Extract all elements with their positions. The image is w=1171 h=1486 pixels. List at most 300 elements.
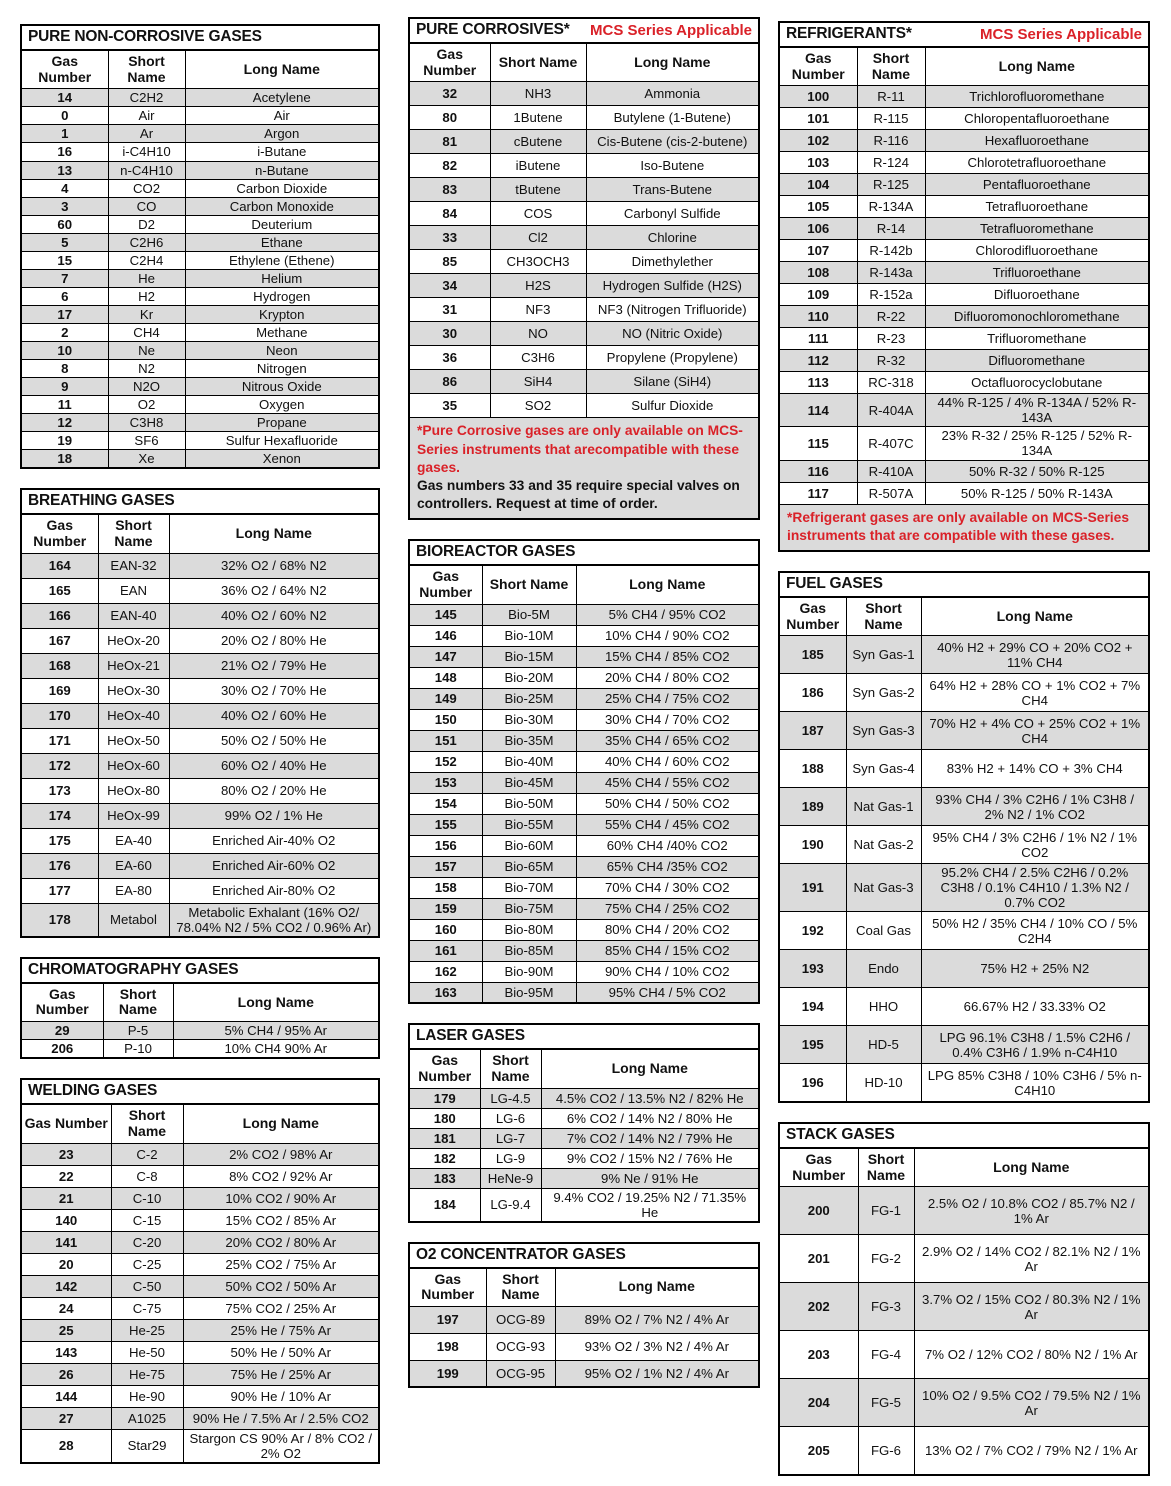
table-row bbox=[779, 988, 1149, 1026]
table-row bbox=[21, 125, 379, 143]
long-name-cell: 7% O2 / 12% CO2 / 80% N2 / 1% Ar bbox=[914, 1331, 1149, 1379]
gas-number-cell: 199 bbox=[409, 1360, 486, 1387]
short-name-cell: COS bbox=[490, 202, 586, 226]
long-name-cell: 95% CH4 / 3% C2H6 / 1% N2 / 1% CO2 bbox=[921, 826, 1149, 864]
footnote-red-text: *Refrigerant gases are only available on MCS-Series instruments that are compatible with these gases. bbox=[787, 509, 1129, 543]
gas-number-cell: 31 bbox=[409, 298, 490, 322]
gas-number-cell: 81 bbox=[409, 130, 490, 154]
long-name-cell: Stargon CS 90% Ar / 8% CO2 / 2% O2 bbox=[183, 1429, 379, 1463]
table-welding-gases bbox=[20, 1078, 380, 1463]
table-title: FUEL GASES bbox=[786, 574, 883, 592]
gas-number-cell: 174 bbox=[21, 803, 98, 828]
short-name-cell: cButene bbox=[490, 130, 586, 154]
long-name-cell: 6% CO2 / 14% N2 / 80% He bbox=[541, 1108, 759, 1128]
long-name-cell: Ammonia bbox=[586, 82, 759, 106]
column-header-gas-number: Gas Number bbox=[779, 1148, 858, 1187]
long-name-cell: 8% CO2 / 92% Ar bbox=[183, 1165, 379, 1187]
long-name-cell: 50% R-125 / 50% R-143A bbox=[925, 482, 1149, 504]
short-name-cell: R-410A bbox=[857, 460, 925, 482]
short-name-cell: C-8 bbox=[111, 1165, 183, 1187]
gas-number-cell: 12 bbox=[21, 414, 108, 432]
table-row bbox=[779, 306, 1149, 328]
short-name-cell: EAN bbox=[98, 578, 169, 603]
short-name-cell: NF3 bbox=[490, 298, 586, 322]
long-name-cell: 15% CH4 / 85% CO2 bbox=[576, 646, 759, 667]
column-header-long-name: Long Name bbox=[183, 1104, 379, 1143]
table-row bbox=[409, 370, 759, 394]
short-name-cell: LG-6 bbox=[480, 1108, 541, 1128]
long-name-cell: 20% CH4 / 80% CO2 bbox=[576, 667, 759, 688]
short-name-cell: FG-2 bbox=[858, 1235, 914, 1283]
column-header-long-name: Long Name bbox=[576, 565, 759, 604]
long-name-cell: 10% CO2 / 90% Ar bbox=[183, 1187, 379, 1209]
table-row bbox=[21, 414, 379, 432]
table-row bbox=[409, 82, 759, 106]
table-row bbox=[21, 89, 379, 107]
footnote-red-text: *Pure Corrosive gases are only available on MCS-Series instruments that arecompatible with these gases. bbox=[417, 423, 743, 475]
gas-number-cell: 5 bbox=[21, 233, 108, 251]
gas-number-cell: 80 bbox=[409, 106, 490, 130]
short-name-cell: Bio-10M bbox=[482, 625, 576, 646]
long-name-cell: 80% CH4 / 20% CO2 bbox=[576, 919, 759, 940]
gas-number-cell: 204 bbox=[779, 1379, 858, 1427]
gas-number-cell: 30 bbox=[409, 322, 490, 346]
short-name-cell: P-5 bbox=[103, 1022, 173, 1040]
long-name-cell: 20% O2 / 80% He bbox=[169, 628, 379, 653]
gas-number-cell: 173 bbox=[21, 778, 98, 803]
table-row bbox=[21, 342, 379, 360]
short-name-cell: R-116 bbox=[857, 130, 925, 152]
table-row bbox=[779, 394, 1149, 427]
long-name-cell: 70% CH4 / 30% CO2 bbox=[576, 877, 759, 898]
short-name-cell: He-90 bbox=[111, 1385, 183, 1407]
short-name-cell: R-407C bbox=[857, 427, 925, 460]
short-name-cell: Xe bbox=[108, 450, 185, 469]
table-row bbox=[779, 196, 1149, 218]
short-name-cell: EA-60 bbox=[98, 853, 169, 878]
column-header-long-name: Long Name bbox=[555, 1268, 759, 1307]
short-name-cell: He-50 bbox=[111, 1341, 183, 1363]
long-name-cell: 36% O2 / 64% N2 bbox=[169, 578, 379, 603]
table-row bbox=[779, 372, 1149, 394]
gas-number-cell: 11 bbox=[21, 396, 108, 414]
short-name-cell: FG-4 bbox=[858, 1331, 914, 1379]
table-row bbox=[409, 394, 759, 418]
short-name-cell: R-11 bbox=[857, 86, 925, 108]
gas-number-cell: 2 bbox=[21, 323, 108, 341]
long-name-cell: Difluoroethane bbox=[925, 284, 1149, 306]
gas-number-cell: 168 bbox=[21, 653, 98, 678]
table-row bbox=[21, 360, 379, 378]
short-name-cell: R-507A bbox=[857, 482, 925, 504]
short-name-cell: He-25 bbox=[111, 1319, 183, 1341]
gas-number-cell: 159 bbox=[409, 898, 482, 919]
gas-number-cell: 116 bbox=[779, 460, 857, 482]
short-name-cell: HHO bbox=[846, 988, 921, 1026]
short-name-cell: Nat Gas-1 bbox=[846, 788, 921, 826]
gas-number-cell: 143 bbox=[21, 1341, 111, 1363]
short-name-cell: R-32 bbox=[857, 350, 925, 372]
table-row bbox=[21, 396, 379, 414]
table-row bbox=[779, 750, 1149, 788]
column-header-long-name: Long Name bbox=[185, 50, 379, 89]
long-name-cell: 55% CH4 / 45% CO2 bbox=[576, 814, 759, 835]
short-name-cell: Bio-50M bbox=[482, 793, 576, 814]
short-name-cell: LG-4.5 bbox=[480, 1088, 541, 1108]
column-header-long-name: Long Name bbox=[541, 1049, 759, 1088]
table-row bbox=[779, 636, 1149, 674]
gas-number-cell: 184 bbox=[409, 1188, 480, 1222]
table-row bbox=[409, 835, 759, 856]
gas-number-cell: 8 bbox=[21, 360, 108, 378]
long-name-cell: Hydrogen Sulfide (H2S) bbox=[586, 274, 759, 298]
short-name-cell: HeOx-60 bbox=[98, 753, 169, 778]
table-row bbox=[21, 853, 379, 878]
table-title: PURE NON-CORROSIVE GASES bbox=[28, 28, 262, 45]
column-header-short-name: Short Name bbox=[857, 47, 925, 86]
column-header-gas-number: Gas Number bbox=[21, 50, 108, 89]
short-name-cell: Bio-75M bbox=[482, 898, 576, 919]
long-name-cell: Trans-Butene bbox=[586, 178, 759, 202]
table-row bbox=[409, 814, 759, 835]
gas-number-cell: 177 bbox=[21, 878, 98, 903]
short-name-cell: C-50 bbox=[111, 1275, 183, 1297]
short-name-cell: Cl2 bbox=[490, 226, 586, 250]
long-name-cell: 35% CH4 / 65% CO2 bbox=[576, 730, 759, 751]
table-row bbox=[779, 788, 1149, 826]
gas-number-cell: 109 bbox=[779, 284, 857, 306]
table-row bbox=[779, 262, 1149, 284]
table-title: CHROMATOGRAPHY GASES bbox=[28, 960, 239, 978]
short-name-cell: Bio-90M bbox=[482, 961, 576, 982]
gas-number-cell: 179 bbox=[409, 1088, 480, 1108]
column-header-short-name: Short Name bbox=[482, 565, 576, 604]
table-row bbox=[21, 1275, 379, 1297]
short-name-cell: O2 bbox=[108, 396, 185, 414]
table-row bbox=[21, 1143, 379, 1165]
gas-number-cell: 100 bbox=[779, 86, 857, 108]
long-name-cell: 4.5% CO2 / 13.5% N2 / 82% He bbox=[541, 1088, 759, 1108]
table-row bbox=[409, 625, 759, 646]
column-header-gas-number: Gas Number bbox=[409, 1268, 486, 1307]
table-row bbox=[21, 323, 379, 341]
short-name-cell: CH4 bbox=[108, 323, 185, 341]
long-name-cell: Krypton bbox=[185, 305, 379, 323]
gas-number-cell: 18 bbox=[21, 450, 108, 469]
gas-number-cell: 198 bbox=[409, 1333, 486, 1360]
gas-number-cell: 171 bbox=[21, 728, 98, 753]
long-name-cell: 21% O2 / 79% He bbox=[169, 653, 379, 678]
long-name-cell: Propane bbox=[185, 414, 379, 432]
gas-number-cell: 161 bbox=[409, 940, 482, 961]
table-row bbox=[779, 174, 1149, 196]
long-name-cell: 5% CH4 / 95% CO2 bbox=[576, 604, 759, 625]
short-name-cell: HeOx-40 bbox=[98, 703, 169, 728]
gas-number-cell: 22 bbox=[21, 1165, 111, 1187]
column-header-short-name: Short Name bbox=[98, 514, 169, 553]
gas-number-cell: 6 bbox=[21, 287, 108, 305]
gas-number-cell: 170 bbox=[21, 703, 98, 728]
gas-number-cell: 183 bbox=[409, 1168, 480, 1188]
gas-number-cell: 152 bbox=[409, 751, 482, 772]
table-row bbox=[409, 130, 759, 154]
table-row bbox=[409, 1088, 759, 1108]
column-header-gas-number: Gas Number bbox=[409, 43, 490, 82]
column-header-short-name: Short Name bbox=[103, 983, 173, 1022]
short-name-cell: Metabol bbox=[98, 903, 169, 937]
column-1 bbox=[20, 24, 378, 1483]
table-row bbox=[779, 1235, 1149, 1283]
long-name-cell: Dimethylether bbox=[586, 250, 759, 274]
gas-number-cell: 113 bbox=[779, 372, 857, 394]
long-name-cell: 10% CH4 / 90% CO2 bbox=[576, 625, 759, 646]
long-name-cell: 60% CH4 /40% CO2 bbox=[576, 835, 759, 856]
short-name-cell: Coal Gas bbox=[846, 912, 921, 950]
table-row bbox=[409, 1148, 759, 1168]
gas-number-cell: 35 bbox=[409, 394, 490, 418]
short-name-cell: C2H2 bbox=[108, 89, 185, 107]
table-row bbox=[779, 1331, 1149, 1379]
long-name-cell: 9.4% CO2 / 19.25% N2 / 71.35% He bbox=[541, 1188, 759, 1222]
gas-number-cell: 114 bbox=[779, 394, 857, 427]
table-row bbox=[409, 226, 759, 250]
table-row bbox=[409, 106, 759, 130]
short-name-cell: Syn Gas-2 bbox=[846, 674, 921, 712]
short-name-cell: LG-7 bbox=[480, 1128, 541, 1148]
table-row bbox=[21, 553, 379, 578]
short-name-cell: Bio-70M bbox=[482, 877, 576, 898]
short-name-cell: H2 bbox=[108, 287, 185, 305]
gas-number-cell: 10 bbox=[21, 342, 108, 360]
short-name-cell: Bio-60M bbox=[482, 835, 576, 856]
table-row bbox=[21, 653, 379, 678]
table-row bbox=[409, 919, 759, 940]
short-name-cell: NO bbox=[490, 322, 586, 346]
table-row bbox=[21, 378, 379, 396]
long-name-cell: Tetrafluoromethane bbox=[925, 218, 1149, 240]
table-row bbox=[21, 450, 379, 469]
table-row bbox=[779, 1026, 1149, 1064]
long-name-cell: 83% H2 + 14% CO + 3% CH4 bbox=[921, 750, 1149, 788]
short-name-cell: Bio-5M bbox=[482, 604, 576, 625]
short-name-cell: Syn Gas-3 bbox=[846, 712, 921, 750]
long-name-cell: Hexafluoroethane bbox=[925, 130, 1149, 152]
long-name-cell: 80% O2 / 20% He bbox=[169, 778, 379, 803]
table-row bbox=[409, 688, 759, 709]
gas-number-cell: 192 bbox=[779, 912, 846, 950]
gas-number-cell: 21 bbox=[21, 1187, 111, 1209]
gas-number-cell: 29 bbox=[21, 1022, 103, 1040]
short-name-cell: i-C4H10 bbox=[108, 143, 185, 161]
gas-number-cell: 147 bbox=[409, 646, 482, 667]
table-row bbox=[21, 578, 379, 603]
gas-number-cell: 25 bbox=[21, 1319, 111, 1341]
gas-number-cell: 15 bbox=[21, 251, 108, 269]
long-name-cell: Helium bbox=[185, 269, 379, 287]
short-name-cell: C2H4 bbox=[108, 251, 185, 269]
short-name-cell: Bio-25M bbox=[482, 688, 576, 709]
column-header-short-name: Short Name bbox=[846, 597, 921, 636]
gas-number-cell: 190 bbox=[779, 826, 846, 864]
short-name-cell: Nat Gas-3 bbox=[846, 864, 921, 912]
table-row bbox=[21, 143, 379, 161]
short-name-cell: C2H6 bbox=[108, 233, 185, 251]
gas-number-cell: 7 bbox=[21, 269, 108, 287]
table-pure-corrosives bbox=[408, 17, 760, 520]
gas-number-cell: 144 bbox=[21, 1385, 111, 1407]
short-name-cell: RC-318 bbox=[857, 372, 925, 394]
gas-number-cell: 156 bbox=[409, 835, 482, 856]
long-name-cell: Oxygen bbox=[185, 396, 379, 414]
gas-number-cell: 17 bbox=[21, 305, 108, 323]
table-row bbox=[409, 856, 759, 877]
long-name-cell: LPG 85% C3H8 / 10% C3H6 / 5% n-C4H10 bbox=[921, 1064, 1149, 1102]
gas-number-cell: 4 bbox=[21, 179, 108, 197]
gas-number-cell: 160 bbox=[409, 919, 482, 940]
long-name-cell: Chlorodifluoroethane bbox=[925, 240, 1149, 262]
short-name-cell: Bio-65M bbox=[482, 856, 576, 877]
table-footnote bbox=[779, 504, 1149, 551]
long-name-cell: 5% CH4 / 95% Ar bbox=[173, 1022, 379, 1040]
long-name-cell: 93% O2 / 3% N2 / 4% Ar bbox=[555, 1333, 759, 1360]
long-name-cell: Nitrous Oxide bbox=[185, 378, 379, 396]
short-name-cell: OCG-89 bbox=[486, 1306, 555, 1333]
gas-number-cell: 106 bbox=[779, 218, 857, 240]
column-header-long-name: Long Name bbox=[586, 43, 759, 82]
gas-number-cell: 197 bbox=[409, 1306, 486, 1333]
gas-number-cell: 3 bbox=[21, 197, 108, 215]
short-name-cell: He bbox=[108, 269, 185, 287]
table-row bbox=[21, 1363, 379, 1385]
table-row bbox=[21, 1022, 379, 1040]
table-row bbox=[779, 1283, 1149, 1331]
table-row bbox=[21, 305, 379, 323]
short-name-cell: OCG-93 bbox=[486, 1333, 555, 1360]
table-row bbox=[21, 432, 379, 450]
short-name-cell: CH3OCH3 bbox=[490, 250, 586, 274]
column-3 bbox=[778, 21, 1148, 1486]
long-name-cell: 93% CH4 / 3% C2H6 / 1% C3H8 / 2% N2 / 1% CO2 bbox=[921, 788, 1149, 826]
table-row bbox=[779, 950, 1149, 988]
long-name-cell: 85% CH4 / 15% CO2 bbox=[576, 940, 759, 961]
short-name-cell: Bio-30M bbox=[482, 709, 576, 730]
long-name-cell: Trifluoromethane bbox=[925, 328, 1149, 350]
table-row bbox=[21, 628, 379, 653]
table-row bbox=[409, 709, 759, 730]
table-row bbox=[409, 298, 759, 322]
gas-number-cell: 19 bbox=[21, 432, 108, 450]
table-row bbox=[409, 1108, 759, 1128]
table-row bbox=[409, 154, 759, 178]
table-stack-gases bbox=[778, 1122, 1150, 1476]
long-name-cell: 90% He / 7.5% Ar / 2.5% CO2 bbox=[183, 1407, 379, 1429]
column-header-gas-number: Gas Number bbox=[779, 47, 857, 86]
gas-number-cell: 155 bbox=[409, 814, 482, 835]
gas-number-cell: 115 bbox=[779, 427, 857, 460]
long-name-cell: 32% O2 / 68% N2 bbox=[169, 553, 379, 578]
long-name-cell: 20% CO2 / 80% Ar bbox=[183, 1231, 379, 1253]
short-name-cell: FG-1 bbox=[858, 1187, 914, 1235]
gas-number-cell: 84 bbox=[409, 202, 490, 226]
table-row bbox=[21, 161, 379, 179]
long-name-cell: 90% He / 10% Ar bbox=[183, 1385, 379, 1407]
long-name-cell: 25% CO2 / 75% Ar bbox=[183, 1253, 379, 1275]
long-name-cell: 9% Ne / 91% He bbox=[541, 1168, 759, 1188]
table-row bbox=[21, 251, 379, 269]
long-name-cell: 7% CO2 / 14% N2 / 79% He bbox=[541, 1128, 759, 1148]
table-row bbox=[779, 86, 1149, 108]
table-row bbox=[21, 1319, 379, 1341]
short-name-cell: R-115 bbox=[857, 108, 925, 130]
long-name-cell: 66.67% H2 / 33.33% O2 bbox=[921, 988, 1149, 1026]
long-name-cell: Silane (SiH4) bbox=[586, 370, 759, 394]
short-name-cell: HeOx-21 bbox=[98, 653, 169, 678]
table-pure-non-corrosive-gases bbox=[20, 24, 380, 469]
gas-number-cell: 150 bbox=[409, 709, 482, 730]
column-header-long-name: Long Name bbox=[169, 514, 379, 553]
short-name-cell: H2S bbox=[490, 274, 586, 298]
table-title: PURE CORROSIVES* bbox=[416, 21, 570, 38]
table-row bbox=[21, 703, 379, 728]
long-name-cell: Sulfur Hexafluoride bbox=[185, 432, 379, 450]
gas-number-cell: 83 bbox=[409, 178, 490, 202]
gas-number-cell: 85 bbox=[409, 250, 490, 274]
gas-number-cell: 182 bbox=[409, 1148, 480, 1168]
short-name-cell: SO2 bbox=[490, 394, 586, 418]
long-name-cell: 99% O2 / 1% He bbox=[169, 803, 379, 828]
short-name-cell: R-14 bbox=[857, 218, 925, 240]
table-row bbox=[409, 772, 759, 793]
short-name-cell: R-143a bbox=[857, 262, 925, 284]
column-header-gas-number: Gas Number bbox=[21, 514, 98, 553]
gas-number-cell: 9 bbox=[21, 378, 108, 396]
short-name-cell: EA-40 bbox=[98, 828, 169, 853]
short-name-cell: C3H6 bbox=[490, 346, 586, 370]
short-name-cell: HeOx-20 bbox=[98, 628, 169, 653]
table-row bbox=[779, 1427, 1149, 1475]
table-row bbox=[779, 1187, 1149, 1235]
long-name-cell: Pentafluoroethane bbox=[925, 174, 1149, 196]
gas-number-cell: 148 bbox=[409, 667, 482, 688]
table-row bbox=[21, 215, 379, 233]
column-header-gas-number: Gas Number bbox=[779, 597, 846, 636]
short-name-cell: Bio-35M bbox=[482, 730, 576, 751]
long-name-cell: 25% CH4 / 75% CO2 bbox=[576, 688, 759, 709]
long-name-cell: 50% H2 / 35% CH4 / 10% CO / 5% C2H4 bbox=[921, 912, 1149, 950]
table-title: BREATHING GASES bbox=[28, 492, 175, 510]
gas-number-cell: 157 bbox=[409, 856, 482, 877]
table-row bbox=[21, 287, 379, 305]
short-name-cell: Bio-40M bbox=[482, 751, 576, 772]
gas-number-cell: 36 bbox=[409, 346, 490, 370]
gas-number-cell: 105 bbox=[779, 196, 857, 218]
gas-number-cell: 112 bbox=[779, 350, 857, 372]
short-name-cell: iButene bbox=[490, 154, 586, 178]
table-row bbox=[779, 130, 1149, 152]
short-name-cell: Air bbox=[108, 107, 185, 125]
short-name-cell: C-25 bbox=[111, 1253, 183, 1275]
long-name-cell: 13% O2 / 7% CO2 / 79% N2 / 1% Ar bbox=[914, 1427, 1149, 1475]
table-row bbox=[779, 1064, 1149, 1102]
gas-number-cell: 202 bbox=[779, 1283, 858, 1331]
long-name-cell: 40% CH4 / 60% CO2 bbox=[576, 751, 759, 772]
short-name-cell: EA-80 bbox=[98, 878, 169, 903]
table-row bbox=[779, 350, 1149, 372]
long-name-cell: 60% O2 / 40% He bbox=[169, 753, 379, 778]
long-name-cell: Nitrogen bbox=[185, 360, 379, 378]
table-row bbox=[409, 1306, 759, 1333]
long-name-cell: n-Butane bbox=[185, 161, 379, 179]
